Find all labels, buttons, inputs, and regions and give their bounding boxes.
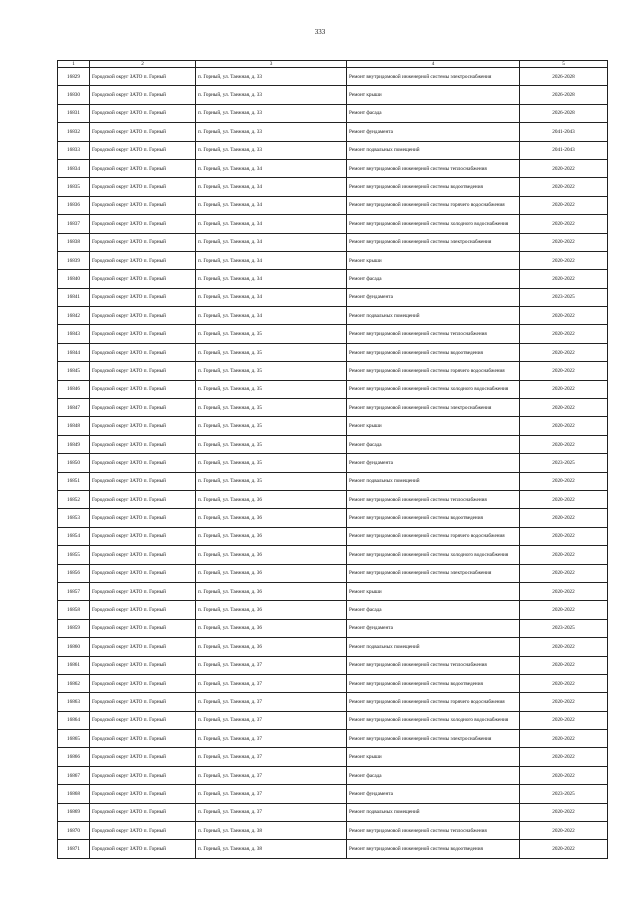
row-number: 16850 — [58, 454, 90, 472]
address-cell: п. Горный, ул. Таежная, д. 33 — [196, 104, 347, 122]
municipality-cell: Городской округ ЗАТО п. Горный — [90, 656, 196, 674]
period-cell: 2020-2022 — [520, 693, 608, 711]
address-cell: п. Горный, ул. Таежная, д. 35 — [196, 454, 347, 472]
period-cell: 2020-2022 — [520, 601, 608, 619]
table-row — [58, 104, 608, 122]
work-type-cell: Ремонт внутридомовой инженерной системы водоотведения — [347, 840, 520, 858]
row-number: 16831 — [58, 104, 90, 122]
period-cell: 2041-2043 — [520, 141, 608, 159]
row-number: 16829 — [58, 68, 90, 86]
work-type-cell: Ремонт внутридомовой инженерной системы холодного водоснабжения — [347, 546, 520, 564]
municipality-cell: Городской округ ЗАТО п. Горный — [90, 822, 196, 840]
address-cell: п. Горный, ул. Таежная, д. 37 — [196, 785, 347, 803]
municipality-cell: Городской округ ЗАТО п. Горный — [90, 619, 196, 637]
work-type-cell: Ремонт внутридомовой инженерной системы теплоснабжения — [347, 490, 520, 508]
period-cell: 2020-2022 — [520, 656, 608, 674]
row-number: 16852 — [58, 490, 90, 508]
address-cell: п. Горный, ул. Таежная, д. 34 — [196, 307, 347, 325]
row-number: 16867 — [58, 766, 90, 784]
table-row — [58, 251, 608, 269]
period-cell: 2020-2022 — [520, 490, 608, 508]
table-row — [58, 509, 608, 527]
table-row — [58, 693, 608, 711]
table-row — [58, 159, 608, 177]
period-cell: 2023-2025 — [520, 454, 608, 472]
address-cell: п. Горный, ул. Таежная, д. 35 — [196, 399, 347, 417]
row-number: 16830 — [58, 86, 90, 104]
municipality-cell: Городской округ ЗАТО п. Горный — [90, 251, 196, 269]
period-cell: 2020-2022 — [520, 472, 608, 490]
address-cell: п. Горный, ул. Таежная, д. 33 — [196, 86, 347, 104]
row-number: 16869 — [58, 803, 90, 821]
municipality-cell: Городской округ ЗАТО п. Горный — [90, 674, 196, 692]
row-number: 16840 — [58, 270, 90, 288]
period-cell: 2020-2022 — [520, 270, 608, 288]
row-number: 16863 — [58, 693, 90, 711]
address-cell: п. Горный, ул. Таежная, д. 37 — [196, 748, 347, 766]
row-number: 16862 — [58, 674, 90, 692]
row-number: 16853 — [58, 509, 90, 527]
work-type-cell: Ремонт крыши — [347, 748, 520, 766]
municipality-cell: Городской округ ЗАТО п. Горный — [90, 362, 196, 380]
period-cell: 2020-2022 — [520, 674, 608, 692]
work-type-cell: Ремонт внутридомовой инженерной системы электроснабжения — [347, 233, 520, 251]
municipality-cell: Городской округ ЗАТО п. Горный — [90, 509, 196, 527]
registry-table — [57, 60, 608, 859]
row-number: 16838 — [58, 233, 90, 251]
period-cell: 2020-2022 — [520, 527, 608, 545]
work-type-cell: Ремонт внутридомовой инженерной системы водоотведения — [347, 343, 520, 361]
row-number: 16846 — [58, 380, 90, 398]
work-type-cell: Ремонт подвальных помещений — [347, 307, 520, 325]
table-row — [58, 399, 608, 417]
work-type-cell: Ремонт фундамента — [347, 454, 520, 472]
address-cell: п. Горный, ул. Таежная, д. 37 — [196, 711, 347, 729]
municipality-cell: Городской округ ЗАТО п. Горный — [90, 638, 196, 656]
header-row — [58, 61, 608, 68]
period-cell: 2041-2043 — [520, 123, 608, 141]
municipality-cell: Городской округ ЗАТО п. Горный — [90, 215, 196, 233]
table-row — [58, 417, 608, 435]
table-row — [58, 619, 608, 637]
table-row — [58, 766, 608, 784]
municipality-cell: Городской округ ЗАТО п. Горный — [90, 601, 196, 619]
row-number: 16845 — [58, 362, 90, 380]
address-cell: п. Горный, ул. Таежная, д. 35 — [196, 417, 347, 435]
period-cell: 2020-2022 — [520, 435, 608, 453]
municipality-cell: Городской округ ЗАТО п. Горный — [90, 123, 196, 141]
period-cell: 2020-2022 — [520, 399, 608, 417]
address-cell: п. Горный, ул. Таежная, д. 35 — [196, 325, 347, 343]
table-row — [58, 748, 608, 766]
work-type-cell: Ремонт подвальных помещений — [347, 638, 520, 656]
address-cell: п. Горный, ул. Таежная, д. 38 — [196, 822, 347, 840]
row-number: 16866 — [58, 748, 90, 766]
work-type-cell: Ремонт внутридомовой инженерной системы горячего водоснабжения — [347, 693, 520, 711]
period-cell: 2020-2022 — [520, 196, 608, 214]
table-row — [58, 730, 608, 748]
table-row — [58, 141, 608, 159]
municipality-cell: Городской округ ЗАТО п. Горный — [90, 766, 196, 784]
period-cell: 2023-2025 — [520, 785, 608, 803]
address-cell: п. Горный, ул. Таежная, д. 37 — [196, 693, 347, 711]
municipality-cell: Городской округ ЗАТО п. Горный — [90, 270, 196, 288]
period-cell: 2020-2022 — [520, 546, 608, 564]
work-type-cell: Ремонт фасада — [347, 435, 520, 453]
period-cell: 2020-2022 — [520, 380, 608, 398]
address-cell: п. Горный, ул. Таежная, д. 33 — [196, 141, 347, 159]
address-cell: п. Горный, ул. Таежная, д. 37 — [196, 674, 347, 692]
municipality-cell: Городской округ ЗАТО п. Горный — [90, 399, 196, 417]
address-cell: п. Горный, ул. Таежная, д. 37 — [196, 656, 347, 674]
municipality-cell: Городской округ ЗАТО п. Горный — [90, 840, 196, 858]
table-row — [58, 288, 608, 306]
table-row — [58, 454, 608, 472]
row-number: 16868 — [58, 785, 90, 803]
work-type-cell: Ремонт внутридомовой инженерной системы теплоснабжения — [347, 325, 520, 343]
row-number: 16864 — [58, 711, 90, 729]
table-row — [58, 435, 608, 453]
municipality-cell: Городской округ ЗАТО п. Горный — [90, 711, 196, 729]
work-type-cell: Ремонт фасада — [347, 270, 520, 288]
municipality-cell: Городской округ ЗАТО п. Горный — [90, 343, 196, 361]
work-type-cell: Ремонт внутридомовой инженерной системы электроснабжения — [347, 564, 520, 582]
period-cell: 2020-2022 — [520, 730, 608, 748]
table-row — [58, 472, 608, 490]
work-type-cell: Ремонт крыши — [347, 251, 520, 269]
table-row — [58, 582, 608, 600]
row-number: 16839 — [58, 251, 90, 269]
work-type-cell: Ремонт подвальных помещений — [347, 803, 520, 821]
row-number: 16842 — [58, 307, 90, 325]
work-type-cell: Ремонт внутридомовой инженерной системы водоотведения — [347, 509, 520, 527]
table-row — [58, 270, 608, 288]
municipality-cell: Городской округ ЗАТО п. Горный — [90, 307, 196, 325]
table-row — [58, 601, 608, 619]
municipality-cell: Городской округ ЗАТО п. Горный — [90, 159, 196, 177]
table-row — [58, 785, 608, 803]
address-cell: п. Горный, ул. Таежная, д. 35 — [196, 343, 347, 361]
period-cell: 2020-2022 — [520, 803, 608, 821]
period-cell: 2020-2022 — [520, 748, 608, 766]
table-row — [58, 674, 608, 692]
address-cell: п. Горный, ул. Таежная, д. 36 — [196, 546, 347, 564]
work-type-cell: Ремонт внутридомовой инженерной системы горячего водоснабжения — [347, 362, 520, 380]
period-cell: 2020-2022 — [520, 215, 608, 233]
period-cell: 2020-2022 — [520, 178, 608, 196]
work-type-cell: Ремонт внутридомовой инженерной системы горячего водоснабжения — [347, 527, 520, 545]
table-row — [58, 178, 608, 196]
municipality-cell: Городской округ ЗАТО п. Горный — [90, 490, 196, 508]
table-row — [58, 362, 608, 380]
work-type-cell: Ремонт крыши — [347, 417, 520, 435]
period-cell: 2023-2025 — [520, 288, 608, 306]
period-cell: 2020-2022 — [520, 362, 608, 380]
address-cell: п. Горный, ул. Таежная, д. 34 — [196, 251, 347, 269]
work-type-cell: Ремонт фундамента — [347, 785, 520, 803]
period-cell: 2020-2022 — [520, 251, 608, 269]
row-number: 16834 — [58, 159, 90, 177]
table-row — [58, 196, 608, 214]
period-cell: 2020-2022 — [520, 307, 608, 325]
row-number: 16870 — [58, 822, 90, 840]
municipality-cell: Городской округ ЗАТО п. Горный — [90, 325, 196, 343]
address-cell: п. Горный, ул. Таежная, д. 34 — [196, 196, 347, 214]
address-cell: п. Горный, ул. Таежная, д. 37 — [196, 730, 347, 748]
municipality-cell: Городской округ ЗАТО п. Горный — [90, 178, 196, 196]
address-cell: п. Горный, ул. Таежная, д. 35 — [196, 362, 347, 380]
table-row — [58, 711, 608, 729]
period-cell: 2026-2028 — [520, 104, 608, 122]
municipality-cell: Городской округ ЗАТО п. Горный — [90, 233, 196, 251]
work-type-cell: Ремонт внутридомовой инженерной системы горячего водоснабжения — [347, 196, 520, 214]
row-number: 16837 — [58, 215, 90, 233]
work-type-cell: Ремонт подвальных помещений — [347, 141, 520, 159]
work-type-cell: Ремонт фасада — [347, 601, 520, 619]
row-number: 16851 — [58, 472, 90, 490]
row-number: 16833 — [58, 141, 90, 159]
work-type-cell: Ремонт внутридомовой инженерной системы холодного водоснабжения — [347, 380, 520, 398]
address-cell: п. Горный, ул. Таежная, д. 36 — [196, 638, 347, 656]
address-cell: п. Горный, ул. Таежная, д. 37 — [196, 766, 347, 784]
table-row — [58, 325, 608, 343]
row-number: 16848 — [58, 417, 90, 435]
row-number: 16841 — [58, 288, 90, 306]
row-number: 16836 — [58, 196, 90, 214]
row-number: 16847 — [58, 399, 90, 417]
address-cell: п. Горный, ул. Таежная, д. 34 — [196, 159, 347, 177]
address-cell: п. Горный, ул. Таежная, д. 38 — [196, 840, 347, 858]
header-col-3: 3 — [196, 61, 347, 68]
work-type-cell: Ремонт внутридомовой инженерной системы теплоснабжения — [347, 159, 520, 177]
table-body — [58, 68, 608, 859]
address-cell: п. Горный, ул. Таежная, д. 35 — [196, 380, 347, 398]
municipality-cell: Городской округ ЗАТО п. Горный — [90, 86, 196, 104]
municipality-cell: Городской округ ЗАТО п. Горный — [90, 454, 196, 472]
header-col-2: 2 — [90, 61, 196, 68]
table-row — [58, 86, 608, 104]
work-type-cell: Ремонт внутридомовой инженерной системы холодного водоснабжения — [347, 215, 520, 233]
municipality-cell: Городской округ ЗАТО п. Горный — [90, 196, 196, 214]
table-row — [58, 123, 608, 141]
work-type-cell: Ремонт фундамента — [347, 123, 520, 141]
municipality-cell: Городской округ ЗАТО п. Горный — [90, 141, 196, 159]
table-row — [58, 840, 608, 858]
period-cell: 2020-2022 — [520, 638, 608, 656]
row-number: 16849 — [58, 435, 90, 453]
period-cell: 2023-2025 — [520, 619, 608, 637]
header-col-1: 1 — [58, 61, 90, 68]
work-type-cell: Ремонт фасада — [347, 104, 520, 122]
period-cell: 2020-2022 — [520, 766, 608, 784]
table-row — [58, 527, 608, 545]
municipality-cell: Городской округ ЗАТО п. Горный — [90, 730, 196, 748]
table-row — [58, 822, 608, 840]
header-col-4: 4 — [347, 61, 520, 68]
municipality-cell: Городской округ ЗАТО п. Горный — [90, 693, 196, 711]
page-number: 333 — [314, 28, 326, 36]
period-cell: 2020-2022 — [520, 509, 608, 527]
municipality-cell: Городской округ ЗАТО п. Горный — [90, 68, 196, 86]
municipality-cell: Городской округ ЗАТО п. Горный — [90, 564, 196, 582]
work-type-cell: Ремонт фасада — [347, 766, 520, 784]
row-number: 16859 — [58, 619, 90, 637]
address-cell: п. Горный, ул. Таежная, д. 34 — [196, 288, 347, 306]
address-cell: п. Горный, ул. Таежная, д. 37 — [196, 803, 347, 821]
table-row — [58, 343, 608, 361]
municipality-cell: Городской округ ЗАТО п. Горный — [90, 527, 196, 545]
row-number: 16861 — [58, 656, 90, 674]
municipality-cell: Городской округ ЗАТО п. Горный — [90, 288, 196, 306]
row-number: 16856 — [58, 564, 90, 582]
municipality-cell: Городской округ ЗАТО п. Горный — [90, 380, 196, 398]
row-number: 16871 — [58, 840, 90, 858]
table-row — [58, 380, 608, 398]
row-number: 16860 — [58, 638, 90, 656]
period-cell: 2020-2022 — [520, 325, 608, 343]
table-row — [58, 215, 608, 233]
table-row — [58, 490, 608, 508]
municipality-cell: Городской округ ЗАТО п. Горный — [90, 472, 196, 490]
table-row — [58, 656, 608, 674]
address-cell: п. Горный, ул. Таежная, д. 36 — [196, 601, 347, 619]
address-cell: п. Горный, ул. Таежная, д. 36 — [196, 619, 347, 637]
work-type-cell: Ремонт внутридомовой инженерной системы водоотведения — [347, 674, 520, 692]
table-row — [58, 546, 608, 564]
address-cell: п. Горный, ул. Таежная, д. 35 — [196, 435, 347, 453]
row-number: 16832 — [58, 123, 90, 141]
period-cell: 2020-2022 — [520, 417, 608, 435]
address-cell: п. Горный, ул. Таежная, д. 34 — [196, 233, 347, 251]
address-cell: п. Горный, ул. Таежная, д. 36 — [196, 509, 347, 527]
address-cell: п. Горный, ул. Таежная, д. 34 — [196, 178, 347, 196]
period-cell: 2020-2022 — [520, 840, 608, 858]
period-cell: 2020-2022 — [520, 159, 608, 177]
work-type-cell: Ремонт внутридомовой инженерной системы холодного водоснабжения — [347, 711, 520, 729]
period-cell: 2020-2022 — [520, 343, 608, 361]
address-cell: п. Горный, ул. Таежная, д. 36 — [196, 582, 347, 600]
period-cell: 2026-2028 — [520, 68, 608, 86]
period-cell: 2020-2022 — [520, 233, 608, 251]
address-cell: п. Горный, ул. Таежная, д. 33 — [196, 123, 347, 141]
table-row — [58, 564, 608, 582]
table-row — [58, 803, 608, 821]
municipality-cell: Городской округ ЗАТО п. Горный — [90, 546, 196, 564]
address-cell: п. Горный, ул. Таежная, д. 35 — [196, 472, 347, 490]
work-type-cell: Ремонт подвальных помещений — [347, 472, 520, 490]
address-cell: п. Горный, ул. Таежная, д. 34 — [196, 215, 347, 233]
table-row — [58, 233, 608, 251]
work-type-cell: Ремонт фундамента — [347, 288, 520, 306]
work-type-cell: Ремонт внутридомовой инженерной системы теплоснабжения — [347, 656, 520, 674]
address-cell: п. Горный, ул. Таежная, д. 36 — [196, 527, 347, 545]
row-number: 16835 — [58, 178, 90, 196]
table-header — [58, 61, 608, 68]
work-type-cell: Ремонт крыши — [347, 86, 520, 104]
municipality-cell: Городской округ ЗАТО п. Горный — [90, 785, 196, 803]
row-number: 16855 — [58, 546, 90, 564]
municipality-cell: Городской округ ЗАТО п. Горный — [90, 417, 196, 435]
work-type-cell: Ремонт внутридомовой инженерной системы электроснабжения — [347, 730, 520, 748]
municipality-cell: Городской округ ЗАТО п. Горный — [90, 748, 196, 766]
address-cell: п. Горный, ул. Таежная, д. 33 — [196, 68, 347, 86]
period-cell: 2026-2028 — [520, 86, 608, 104]
address-cell: п. Горный, ул. Таежная, д. 36 — [196, 490, 347, 508]
table-row — [58, 68, 608, 86]
address-cell: п. Горный, ул. Таежная, д. 36 — [196, 564, 347, 582]
work-type-cell: Ремонт крыши — [347, 582, 520, 600]
period-cell: 2020-2022 — [520, 582, 608, 600]
municipality-cell: Городской округ ЗАТО п. Горный — [90, 803, 196, 821]
row-number: 16854 — [58, 527, 90, 545]
row-number: 16857 — [58, 582, 90, 600]
work-type-cell: Ремонт внутридомовой инженерной системы водоотведения — [347, 178, 520, 196]
table-row — [58, 307, 608, 325]
table-row — [58, 638, 608, 656]
work-type-cell: Ремонт внутридомовой инженерной системы теплоснабжения — [347, 822, 520, 840]
address-cell: п. Горный, ул. Таежная, д. 34 — [196, 270, 347, 288]
municipality-cell: Городской округ ЗАТО п. Горный — [90, 435, 196, 453]
period-cell: 2020-2022 — [520, 564, 608, 582]
period-cell: 2020-2022 — [520, 822, 608, 840]
work-type-cell: Ремонт фундамента — [347, 619, 520, 637]
municipality-cell: Городской округ ЗАТО п. Горный — [90, 104, 196, 122]
row-number: 16858 — [58, 601, 90, 619]
work-type-cell: Ремонт внутридомовой инженерной системы электроснабжения — [347, 399, 520, 417]
row-number: 16843 — [58, 325, 90, 343]
work-type-cell: Ремонт внутридомовой инженерной системы электроснабжения — [347, 68, 520, 86]
row-number: 16865 — [58, 730, 90, 748]
row-number: 16844 — [58, 343, 90, 361]
municipality-cell: Городской округ ЗАТО п. Горный — [90, 582, 196, 600]
header-col-5: 5 — [520, 61, 608, 68]
period-cell: 2020-2022 — [520, 711, 608, 729]
